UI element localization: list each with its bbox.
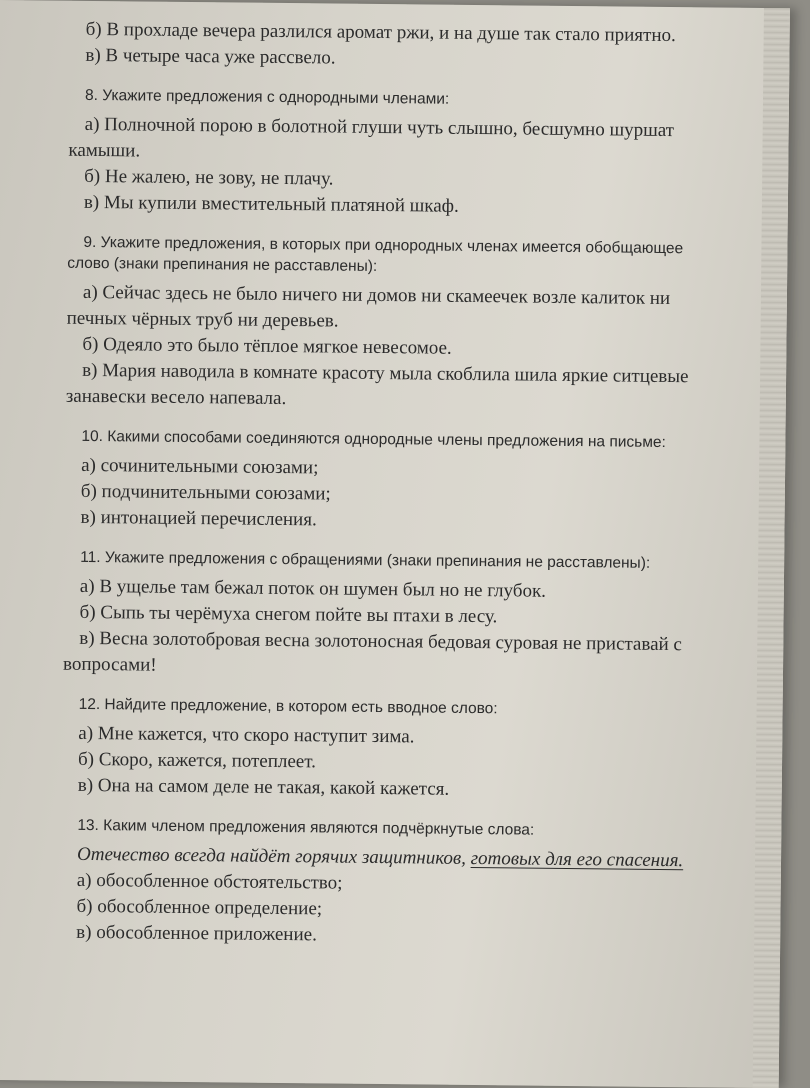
- question-8: [68, 85, 729, 223]
- answer-option: в) В четыре часа уже рассвело.: [85, 44, 336, 69]
- answer-option: а) Мне кажется, что скоро наступит зима.: [78, 722, 415, 748]
- question-text: 13. Каким членом предложения являются подчёркнутые слова:: [77, 816, 535, 839]
- answer-option: б) подчинительными союзами;: [80, 480, 331, 505]
- answer-option: б) Одеяло это было тёплое мягкое невесомое.: [82, 333, 452, 359]
- page-edge: [753, 8, 790, 1088]
- page-content: [60, 9, 730, 953]
- example-plain: Отечество всегда найдёт горячих защитников,: [76, 843, 471, 869]
- answer-option: в) интонацией перечисления.: [80, 506, 317, 531]
- question-11: [63, 547, 724, 685]
- answer-option: а) сочинительными союзами;: [81, 454, 319, 479]
- answer-option: б) В прохладе вечера разлился аромат ржи, и на душе так стало приятно.: [85, 18, 676, 47]
- answer-option: б) Не жалею, не зову, не плачу.: [84, 165, 334, 190]
- question-text: 10. Какими способами соединяются однородные члены предложения на письме:: [81, 427, 666, 451]
- answer-option: а) обособленное обстоятельство;: [76, 869, 343, 894]
- answer-option: в) обособленное приложение.: [76, 921, 317, 946]
- answer-option: б) Скоро, кажется, потеплеет.: [77, 748, 317, 773]
- answer-option: в) Весна золотобровая весна золотоносная бедовая суровая не приставай с вопросами!: [62, 627, 683, 676]
- answer-option: б) обособленное определение;: [76, 895, 323, 920]
- answer-option: а) Сейчас здесь не было ничего ни домов ни скамеечек возле калиток ни печных чёрных труб ни деревьев.: [66, 281, 671, 332]
- answer-option: в) Мы купили вместительный платяной шкаф.: [83, 191, 459, 217]
- question-13: [60, 815, 721, 953]
- question-text: 9. Укажите предложения, в которых при однородных членах имеется обобщающее слово (знаки препинания не расставлены):: [67, 233, 684, 275]
- question-text: 12. Найдите предложение, в котором есть вводное слово:: [78, 695, 498, 718]
- question-12: [62, 694, 723, 806]
- answer-option: в) Мария наводила в комнате красоту мыла скоблила шила яркие ситцевые занавески весело напевала.: [65, 359, 689, 410]
- example-underlined: готовых для его спасения.: [470, 847, 684, 872]
- answer-option: а) В ущелье там бежал поток он шумен был но не глубок.: [79, 575, 547, 602]
- question-text: 8. Укажите предложения с однородными членами:: [84, 86, 450, 108]
- answer-option: а) Полночной порою в болотной глуши чуть слышно, бесшумно шуршат камыши.: [68, 113, 675, 162]
- question-9: [66, 232, 728, 417]
- question-10: [64, 426, 725, 538]
- answer-option: в) Она на самом деле не такая, какой кажется.: [77, 774, 450, 800]
- answer-option: б) Сыпь ты черёмуха снегом пойте вы птахи в лесу.: [79, 601, 498, 628]
- question-text: 11. Укажите предложения с обращениями (знаки препинания не расставлены):: [80, 548, 651, 572]
